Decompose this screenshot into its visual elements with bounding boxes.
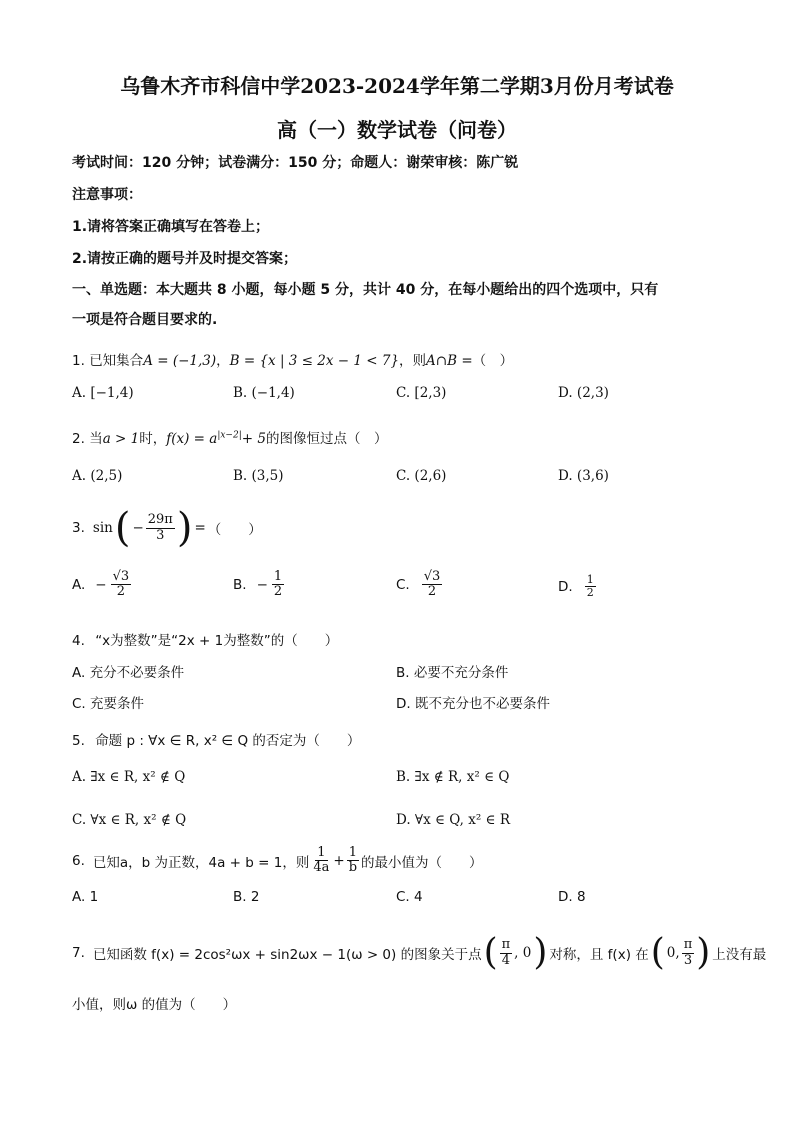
fraction <box>500 938 513 968</box>
question-text: ，则 <box>399 353 427 369</box>
option-label: D. <box>558 578 573 595</box>
fraction-numerator: 1 <box>586 573 594 586</box>
fraction-denominator: 2 <box>273 584 283 600</box>
option-c: C. 4 <box>396 889 423 905</box>
exam-info: 考试时间：120 分钟；试卷满分：150 分；命题人：谢荣审核：陈广锐 <box>72 155 519 171</box>
fraction-numerator: π <box>683 937 693 953</box>
paren-left: ( <box>483 932 498 973</box>
fraction-numerator: π <box>501 937 511 953</box>
fraction-denominator: 3 <box>683 952 693 968</box>
question-7 <box>72 932 767 973</box>
option-c <box>396 570 442 600</box>
option-b: B. (−1,4) <box>233 385 295 401</box>
fraction-denominator: b <box>348 860 358 876</box>
option-b: B. 必要不充分条件 <box>396 665 509 681</box>
question-5 <box>72 729 360 749</box>
exam-subtitle: 高（一）数学试卷（问卷） <box>277 118 517 142</box>
option-d: D. (2,3) <box>558 385 609 401</box>
math-expr: A = (−1,3) <box>143 353 217 369</box>
question-number: 3. <box>72 520 85 536</box>
option-c: C. ∀x ∈ R, x² ∉ Q <box>72 812 187 828</box>
fraction-denominator: 3 <box>156 527 165 543</box>
math-eq: = <box>194 520 206 536</box>
question-text: 命题 p : ∀x ∈ R, x² ∈ Q 的否定为（ ） <box>95 733 361 749</box>
question-text: 上没有最 <box>712 947 767 963</box>
fraction-denominator: 2 <box>116 584 126 600</box>
math-sin: sin <box>92 520 113 536</box>
question-text: 对称，且 f(x) 在 <box>549 947 649 963</box>
option-a: A. (2,5) <box>72 468 123 484</box>
question-text: 时， <box>139 431 167 447</box>
option-a: A. 1 <box>72 889 99 905</box>
option-a: A. [−1,4) <box>72 385 134 401</box>
section-header: 一、单选题：本大题共 8 小题，每小题 5 分，共计 40 分，在每小题给出的四个选项中，只有 <box>72 282 659 298</box>
fraction-numerator: 1 <box>317 845 326 860</box>
question-number: 6. <box>72 852 85 869</box>
option-d: D. 8 <box>558 889 586 905</box>
option-d: D. (3,6) <box>558 468 609 484</box>
option-label: A. <box>72 576 86 593</box>
math-exponent: |x−2| <box>217 430 242 441</box>
question-text: 已知函数 f(x) = 2cos²ωx + sin2ωx − 1(ω > 0) 的图象关于点 <box>92 947 482 963</box>
paren-left: ( <box>114 505 131 551</box>
fraction-denominator: 2 <box>427 584 437 600</box>
option-c: C. [2,3) <box>396 385 447 401</box>
question-number: 2. <box>72 431 85 447</box>
math-minus: − <box>132 520 144 536</box>
fraction <box>311 846 331 876</box>
paren-right: ) <box>696 932 711 973</box>
notice-item-2: 2.请按正确的题号并及时提交答案； <box>72 251 298 267</box>
fraction <box>347 846 359 876</box>
fraction <box>272 570 284 600</box>
math-expr: 0, <box>666 945 680 961</box>
option-label: B. <box>233 576 247 593</box>
question-number: 7. <box>72 945 85 961</box>
fraction-denominator: 2 <box>586 586 594 600</box>
question-text: 的图像恒过点（ ） <box>265 431 388 447</box>
question-4 <box>72 629 338 649</box>
question-number: 5. <box>72 733 85 749</box>
answer-paren: （ ） <box>207 522 262 538</box>
notice-title: 注意事项： <box>72 187 142 203</box>
fraction-numerator: 29π <box>147 512 173 528</box>
math-expr: A∩B = <box>426 353 473 369</box>
paren-left: ( <box>650 932 665 973</box>
math-minus: − <box>95 576 107 593</box>
question-2 <box>72 427 387 447</box>
paren-right: ) <box>533 932 548 973</box>
option-b <box>233 570 284 600</box>
math-minus: − <box>256 576 268 593</box>
math-plus: + <box>333 852 345 869</box>
fraction-numerator: 1 <box>348 845 357 860</box>
question-text: 已知a，b 为正数，4a + b = 1，则 <box>92 854 310 871</box>
fraction-numerator: 1 <box>273 569 283 584</box>
option-label: C. <box>396 576 410 593</box>
option-a: A. 充分不必要条件 <box>72 665 185 681</box>
question-text: ， <box>216 353 230 369</box>
question-text: 当 <box>89 431 103 447</box>
question-number: 1. <box>72 353 85 369</box>
fraction <box>422 570 443 600</box>
question-text: 的最小值为（ ） <box>361 854 483 871</box>
fraction <box>146 513 175 543</box>
option-b: B. (3,5) <box>233 468 284 484</box>
math-expr: B = {x | 3 ≤ 2x − 1 < 7} <box>229 353 400 369</box>
option-c: C. 充要条件 <box>72 696 145 712</box>
fraction-numerator: √3 <box>112 569 130 584</box>
question-7-cont: 小值，则ω 的值为（ ） <box>72 997 237 1013</box>
fraction <box>111 570 132 600</box>
fraction <box>585 574 596 599</box>
paren-right: ) <box>176 505 193 551</box>
section-header-cont: 一项是符合题目要求的. <box>72 312 218 328</box>
option-b: B. 2 <box>233 889 260 905</box>
math-expr: a > 1 <box>102 431 140 447</box>
question-6 <box>72 846 483 876</box>
option-d <box>558 574 596 599</box>
question-3 <box>72 505 262 551</box>
question-1 <box>72 349 513 369</box>
question-number: 4. <box>72 633 85 649</box>
option-a: A. ∃x ∈ R, x² ∉ Q <box>72 769 186 785</box>
fraction-numerator: √3 <box>423 569 441 584</box>
math-expr: f(x) = a <box>166 431 218 447</box>
option-d: D. 既不充分也不必要条件 <box>396 696 550 712</box>
fraction-denominator: 4 <box>501 952 511 968</box>
answer-paren: （ ） <box>472 353 514 369</box>
question-text: “x为整数”是“2x + 1为整数”的（ ） <box>95 633 339 649</box>
notice-item-1: 1.请将答案正确填写在答卷上； <box>72 219 270 235</box>
question-text: 已知集合 <box>89 353 144 369</box>
option-d: D. ∀x ∈ Q, x² ∈ R <box>396 812 511 828</box>
fraction <box>682 938 695 968</box>
math-expr: + 5 <box>241 431 266 447</box>
math-expr: , 0 <box>514 945 532 961</box>
exam-title: 乌鲁木齐市科信中学2023-2024学年第二学期3月份月考试卷 <box>120 74 674 98</box>
option-c: C. (2,6) <box>396 468 447 484</box>
option-b: B. ∃x ∉ R, x² ∈ Q <box>396 769 510 785</box>
fraction-denominator: 4a <box>313 860 330 876</box>
option-a <box>72 570 131 600</box>
